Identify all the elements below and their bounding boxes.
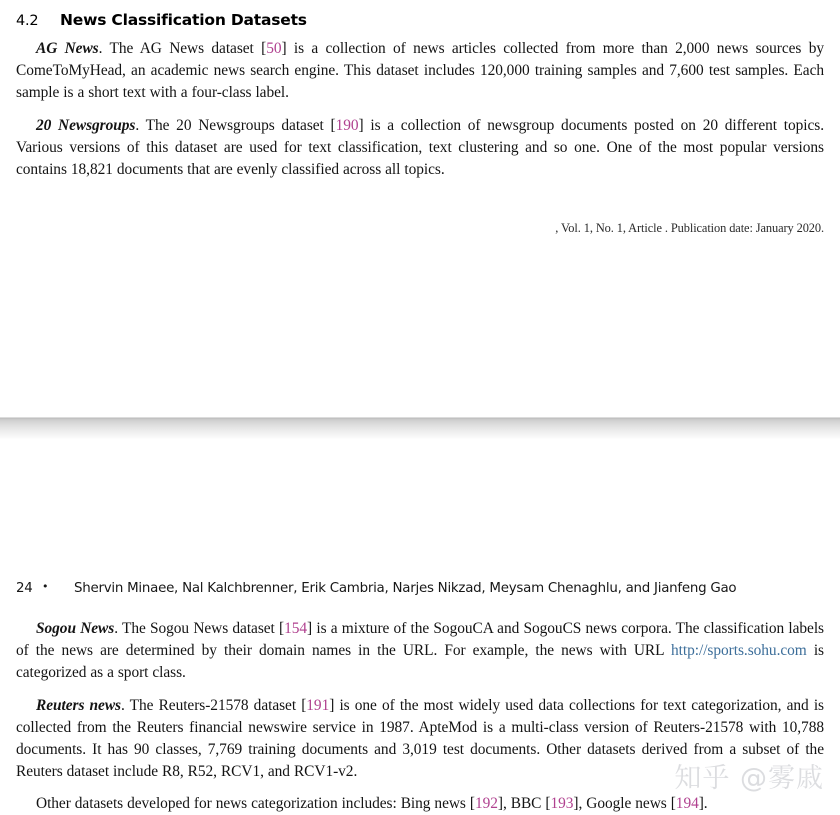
paragraph-text: Other datasets developed for news categorization includes: Bing news [: [36, 795, 475, 813]
external-url-link[interactable]: http://sports.sohu.com: [671, 642, 807, 660]
page-divider: [0, 417, 840, 439]
running-head: [16, 439, 824, 596]
page-footer: , Vol. 1, No. 1, Article . Publication date: January 2020.: [555, 221, 824, 236]
dataset-term: Sogou News: [36, 620, 115, 637]
paragraph-text: is categorized as a sport class.: [16, 642, 824, 682]
citation-reference[interactable]: 192: [474, 795, 498, 813]
author-list: Shervin Minaee, Nal Kalchbrenner, Erik Cambria, Narjes Nikzad, Meysam Chenaghlu, and Jianfeng Gao: [74, 581, 737, 596]
bullet-separator-icon: •: [42, 580, 49, 593]
watermark: 知乎 @雾戚: [674, 763, 824, 794]
paragraph-text: ] is a mixture of the SogouCA and SogouCS news corpora. The classification labels of the news are determined by their domain names in the URL. For example, the news with URL: [16, 620, 824, 660]
section-heading: [16, 0, 824, 29]
page-two-body: [16, 618, 824, 815]
paragraph: [16, 38, 824, 105]
citation-reference[interactable]: 193: [550, 795, 574, 813]
paragraph-text: ].: [698, 795, 708, 813]
paragraph-text: ], Google news [: [573, 795, 676, 813]
page-two: [0, 439, 840, 812]
paragraph-text: ] is one of the most widely used data collections for text categorization, and is collected from the Reuters financial newswire service in 1987. ApteMod is a multi-class version of Reuters-21578 with 10,788 documents. It has 90 classes, 7,769 training documents and 3,019 test documents. Other datasets derived from a subset of the Reuters dataset include R8, R52, RCV1, and RCV1-v2.: [16, 696, 824, 781]
paragraph-text: ] is a collection of news articles collected from more than 2,000 news sources by ComeToMyHead, an academic news search engine. This dataset includes 120,000 training samples and 7,600 test samples. Each sample is a short text with a four-class label.: [16, 40, 824, 102]
page-one-body: [16, 38, 824, 181]
citation-reference[interactable]: 190: [335, 116, 359, 134]
section-title: News Classification Datasets: [60, 11, 307, 29]
section-number: 4.2: [16, 13, 39, 29]
citation-reference[interactable]: 191: [306, 696, 330, 714]
paragraph-text: . The Sogou News dataset [: [114, 620, 285, 637]
paragraph: [16, 618, 824, 685]
dataset-term: 20 Newsgroups: [36, 116, 136, 134]
dataset-term: Reuters news: [36, 696, 121, 714]
paragraph-text: ] is a collection of newsgroup documents posted on 20 different topics. Various versions of this dataset are used for text classification, text clustering and so one. One of the most popular versions contains 18,821 documents that are evenly classified across all topics.: [16, 116, 824, 178]
paragraph-text: . The 20 Newsgroups dataset [: [135, 116, 336, 134]
paragraph: [16, 695, 824, 784]
citation-reference[interactable]: 154: [284, 620, 308, 637]
paragraph-text: ], BBC [: [497, 795, 551, 813]
paragraph: [16, 115, 824, 182]
citation-reference[interactable]: 194: [675, 795, 699, 813]
citation-reference[interactable]: 50: [266, 40, 282, 57]
dataset-term: AG News: [36, 40, 99, 57]
page-number: 24: [16, 581, 33, 596]
paragraph-text: . The Reuters-21578 dataset [: [120, 696, 307, 714]
paragraph-text: . The AG News dataset [: [98, 40, 267, 57]
